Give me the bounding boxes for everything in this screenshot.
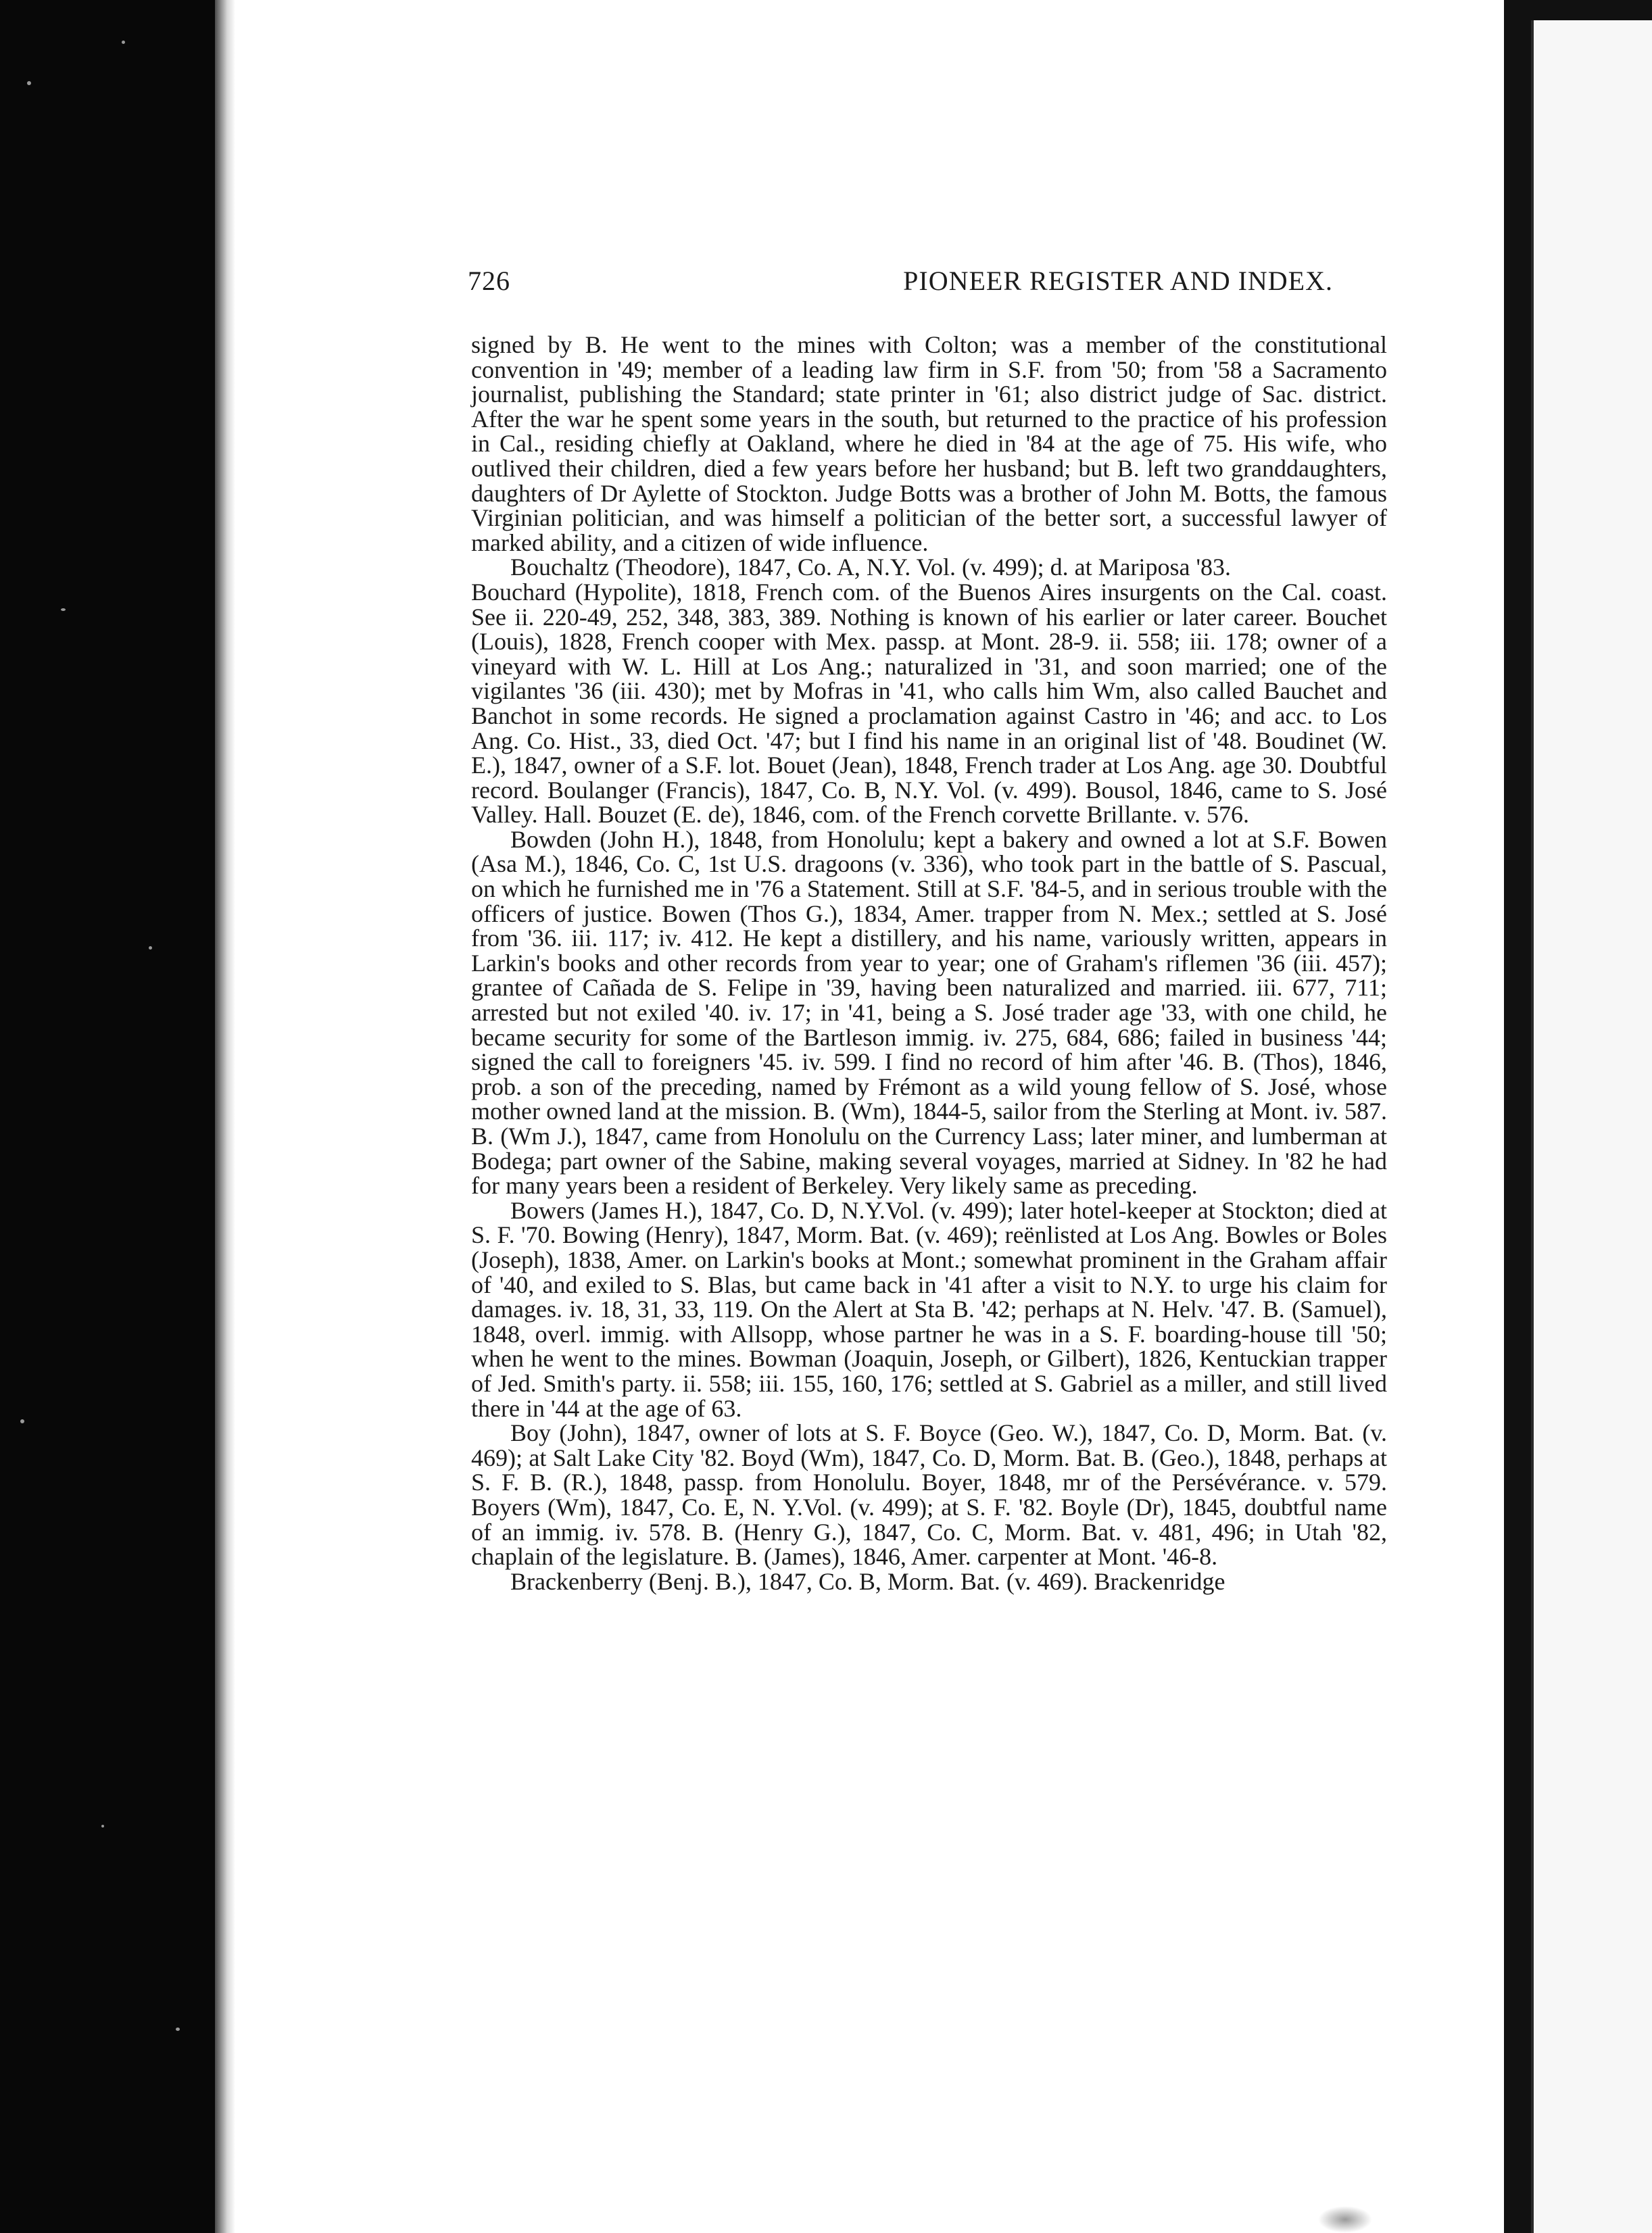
paragraph: Bouchard (Hypolite), 1818, French com. of the Buenos Aires insurgents on the Cal. coast. See ii. 220-49, 252, 348, 383, 389. Nothing is known of his earlier or later career. Bouchet (Louis), 1828, French cooper with Mex. passp. at Mont. 28-9. ii. 558; iii. 178; owner of a vineyard with W. L. Hill at Los Ang.; naturalized in '31, and soon married; one of the vigilantes '36 (iii. 430); met by Mofras in '41, who calls him Wm, also called Bauchet and Banchot in some records. He signed a proclamation against Castro in '46; and acc. to Los Ang. Co. Hist., 33, died Oct. '47; but I find his name in an original list of '48. Boudinet (W. E.), 1847, owner of a S.F. lot. Bouet (Jean), 1848, French trader at Los Ang. age 30. Doubtful record. Boulanger (Francis), 1847, Co. B, N.Y. Vol. (v. 499). Bousol, 1846, came to S. José Valley. Hall. Bouzet (E. de), 1846, com. of the French corvette Brillante. v. 576. — [471, 578, 1387, 829]
scan-dark-border — [0, 0, 215, 2233]
running-head-title: PIONEER REGISTER AND INDEX. — [903, 266, 1333, 296]
paragraph: Boy (John), 1847, owner of lots at S. F. Boyce (Geo. W.), 1847, Co. D, Morm. Bat. (v. 469); at Salt Lake City '82. Boyd (Wm), 1847, Co. D, Morm. Bat. B. (Geo.), 1848, perhaps at S. F. B. (R.), 1848, passp. from Honolulu. Boyer, 1848, mr of the Persévérance. v. 579. Boyers (Wm), 1847, Co. E, N. Y.Vol. (v. 499); at S. F. '82. Boyle (Dr), 1845, doubtful name of an immig. iv. 578. B. (Henry G.), 1847, Co. C, Morm. Bat. v. 481, 496; in Utah '82, chaplain of the legislature. B. (James), 1846, Amer. carpenter at Mont. '46-8. — [471, 1419, 1387, 1571]
paragraph: Bowden (John H.), 1848, from Honolulu; kept a bakery and owned a lot at S.F. Bowen (Asa M.), 1846, Co. C, 1st U.S. dragoons (v. 336), who took part in the battle of S. Pascual, on which he furnished me in '76 a Statement. Still at S.F. '84-5, and in serious trouble with the officers of justice. Bowen (Thos G.), 1834, Amer. trapper from N. Mex.; settled at S. José from '36. iii. 117; iv. 412. He kept a distillery, and his name, variously written, appears in Larkin's books and other records from year to year; one of Graham's riflemen '36 (iii. 457); grantee of Cañada de S. Felipe in '39, having been naturalized and married. iii. 677, 711; arrested but not exiled '40. iv. 17; in '41, being a S. José trader age '33, with one child, he became security for some of the Bartleson immig. iv. 275, 684, 686; failed in business '44; signed the call to foreigners '45. iv. 599. I find no record of him after '46. B. (Thos), 1846, prob. a son of the preceding, named by Frémont as a wild young fellow of S. José, whose mother owned land at the mission. B. (Wm), 1844-5, sailor from the Sterling at Mont. iv. 587. B. (Wm J.), 1847, came from Honolulu on the Currency Lass; later miner, and lumberman at Bodega; part owner of the Sabine, making several voyages, married at Sidney. In '82 he had for many years been a resident of Berkeley. Very likely same as preceding. — [471, 825, 1387, 1200]
page-fold-shadow — [215, 0, 235, 2233]
page-body — [471, 333, 1387, 1594]
paragraph: signed by B. He went to the mines with Colton; was a member of the constitutional convention in '49; member of a leading law firm in S.F. from '50; from '58 a Sacramento journalist, publishing the Standard; state printer in '61; also district judge of Sac. district. After the war he spent some years in the south, but returned to the practice of his profession in Cal., residing chiefly at Oakland, where he died in '84 at the age of 75. His wife, who outlived their children, died a few years before her husband; but B. left two granddaughters, daughters of Dr Aylette of Stockton. Judge Botts was a brother of John M. Botts, the famous Virginian politician, and was himself a politician of the better sort, a successful lawyer of marked ability, and a citizen of wide influence. — [471, 331, 1387, 556]
paragraph: Brackenberry (Benj. B.), 1847, Co. B, Morm. Bat. (v. 469). Brackenridge — [510, 1567, 1225, 1595]
paragraph: Bowers (James H.), 1847, Co. D, N.Y.Vol. (v. 499); later hotel-keeper at Stockton; died at S. F. '70. Bowing (Henry), 1847, Morm. Bat. (v. 469); reënlisted at Los Ang. Bowles or Boles (Joseph), 1838, Amer. on Larkin's books at Mont.; somewhat prominent in the Graham affair of '40, and exiled to S. Blas, but came back in '41 after a visit to N.Y. to urge his claim for damages. iv. 18, 31, 33, 119. On the Alert at Sta B. '42; perhaps at N. Helv. '47. B. (Samuel), 1848, overl. immig. with Allsopp, whose partner he was in a S. F. boarding-house till '50; when he went to the mines. Bowman (Joaquin, Joseph, or Gilbert), 1826, Kentuckian trapper of Jed. Smith's party. ii. 558; iii. 155, 160, 176; settled at S. Gabriel as a miller, and still lived there in '44 at the age of 63. — [471, 1196, 1387, 1422]
scan-smudge — [1318, 2206, 1372, 2233]
facing-page-edge — [1504, 0, 1652, 2233]
running-header — [468, 265, 1387, 297]
paragraph: Bouchaltz (Theodore), 1847, Co. A, N.Y. Vol. (v. 499); d. at Mariposa '83. — [510, 554, 1232, 581]
page-number: 726 — [468, 266, 510, 296]
facing-page-sheet — [1531, 20, 1652, 2233]
